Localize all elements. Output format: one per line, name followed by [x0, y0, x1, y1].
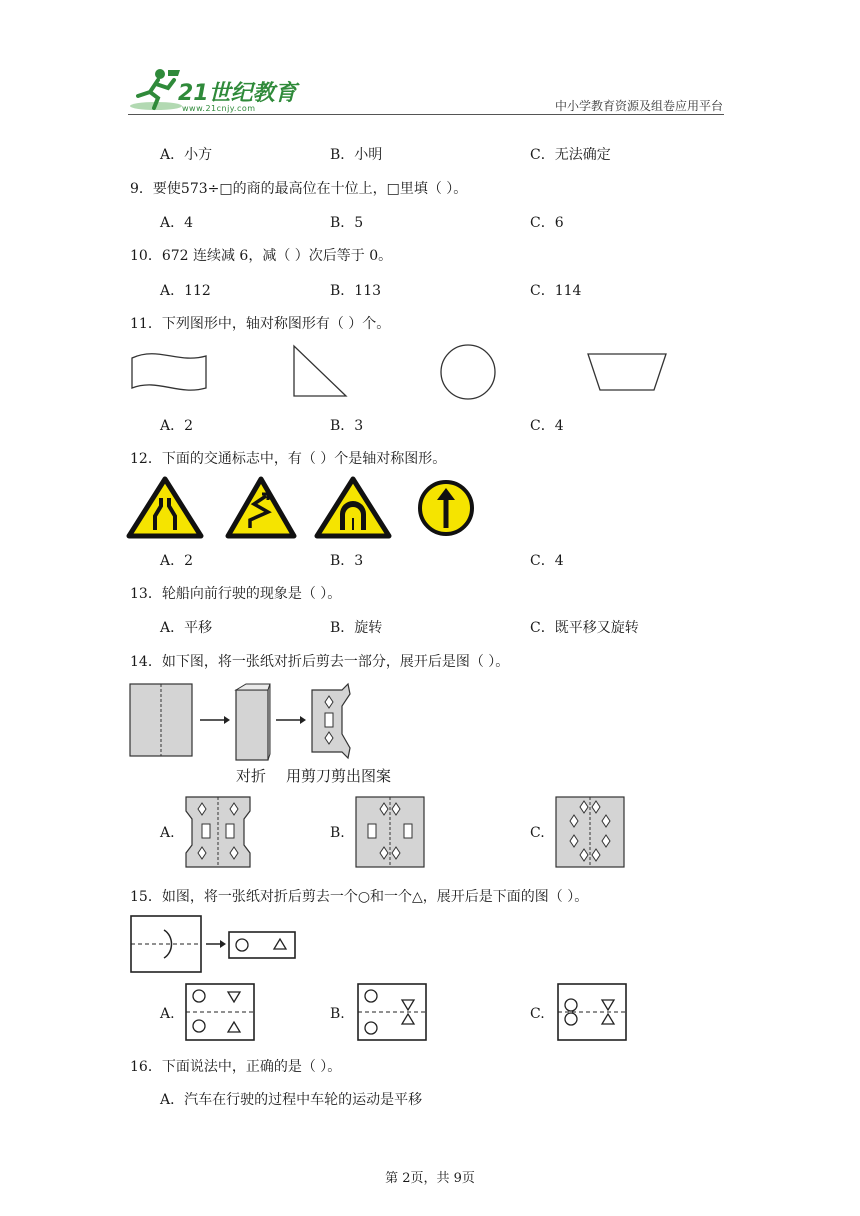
- q15-stem: 15．如图，将一张纸对折后剪去一个○和一个△，展开后是下面的图（ ）。: [130, 889, 589, 905]
- q13-option-b[interactable]: B．旋转: [330, 620, 383, 636]
- circle-shape: [441, 345, 495, 399]
- q16-option-a[interactable]: A．汽车在行驶的过程中车轮的运动是平移: [160, 1092, 423, 1108]
- q9-stem: 9．要使573÷□的商的最高位在十位上，□里填（ ）。: [130, 181, 468, 197]
- page-number: 第 2页，共 9页: [385, 1171, 475, 1186]
- logo-url: www.21cnjy.com: [182, 104, 256, 113]
- q12-option-a[interactable]: A．2: [160, 553, 194, 569]
- q12-signs: [128, 476, 488, 540]
- q12-stem: 12．下面的交通标志中，有（ ）个是轴对称图形。: [130, 451, 447, 467]
- road-narrows-sign-icon: [129, 479, 201, 536]
- q14-option-b-figure[interactable]: [354, 795, 426, 869]
- q14-option-a-figure[interactable]: [182, 795, 254, 869]
- q10-stem: 10．672 连续减 6，减（ ）次后等于 0。: [130, 248, 393, 264]
- q8-option-c[interactable]: C．无法确定: [530, 147, 611, 163]
- q14-folding-figure: [128, 680, 368, 760]
- q8-option-b[interactable]: B．小明: [330, 147, 383, 163]
- wavy-rectangle-shape: [132, 354, 206, 390]
- q16-stem: 16．下面说法中，正确的是（ ）。: [130, 1059, 342, 1075]
- q11-option-b[interactable]: B．3: [330, 418, 364, 434]
- folded-paper-shape: [236, 684, 270, 760]
- q10-option-a[interactable]: A．112: [160, 283, 211, 299]
- arrow-right-icon: [200, 716, 230, 724]
- q14-caption-cut: 用剪刀剪出图案: [286, 767, 392, 785]
- q14-stem: 14．如下图，将一张纸对折后剪去一部分，展开后是图（ ）。: [130, 654, 510, 670]
- q14-caption-fold: 对折: [236, 767, 267, 785]
- cut-paper-shape: [312, 684, 350, 758]
- q13-option-a[interactable]: A．平移: [160, 620, 213, 636]
- folded-strip-shape: [229, 932, 295, 958]
- arrow-right-icon: [206, 940, 226, 948]
- logo-text: 21世纪教育: [178, 81, 297, 106]
- q11-option-a[interactable]: A．2: [160, 418, 194, 434]
- q9-option-a[interactable]: A．4: [160, 215, 194, 231]
- header-divider: [128, 114, 724, 115]
- q9-option-c[interactable]: C．6: [530, 215, 564, 231]
- q15-option-b-figure[interactable]: [356, 982, 428, 1042]
- tunnel-sign-icon: [317, 479, 389, 536]
- q14-option-c-figure[interactable]: [554, 795, 626, 869]
- q15-option-a[interactable]: A.: [160, 1006, 175, 1022]
- q15-option-c[interactable]: C.: [530, 1006, 545, 1022]
- q8-option-a[interactable]: A．小方: [160, 147, 213, 163]
- q15-option-c-figure[interactable]: [556, 982, 628, 1042]
- q11-option-c[interactable]: C．4: [530, 418, 564, 434]
- q14-option-a[interactable]: A.: [160, 825, 175, 841]
- q11-shapes: [128, 344, 688, 404]
- q10-option-b[interactable]: B．113: [330, 283, 382, 299]
- q11-stem: 11．下列图形中，轴对称图形有（ ）个。: [130, 316, 391, 332]
- q9-option-b[interactable]: B．5: [330, 215, 364, 231]
- q15-folding-figure: [128, 912, 303, 978]
- q12-option-c[interactable]: C．4: [530, 553, 564, 569]
- q13-stem: 13．轮船向前行驶的现象是（ ）。: [130, 586, 342, 602]
- q10-option-c[interactable]: C．114: [530, 283, 582, 299]
- winding-road-sign-icon: [228, 479, 294, 536]
- q13-option-c[interactable]: C．既平移又旋转: [530, 620, 639, 636]
- right-triangle-shape: [294, 346, 346, 396]
- trapezoid-shape: [588, 354, 666, 390]
- q12-option-b[interactable]: B．3: [330, 553, 364, 569]
- q15-option-b[interactable]: B.: [330, 1006, 345, 1022]
- straight-ahead-sign-icon: [420, 482, 472, 534]
- arrow-right-icon: [276, 716, 306, 724]
- header-platform-text: 中小学教育资源及组卷应用平台: [554, 99, 723, 113]
- q14-option-c[interactable]: C.: [530, 825, 545, 841]
- q14-option-b[interactable]: B.: [330, 825, 345, 841]
- q15-option-a-figure[interactable]: [184, 982, 256, 1042]
